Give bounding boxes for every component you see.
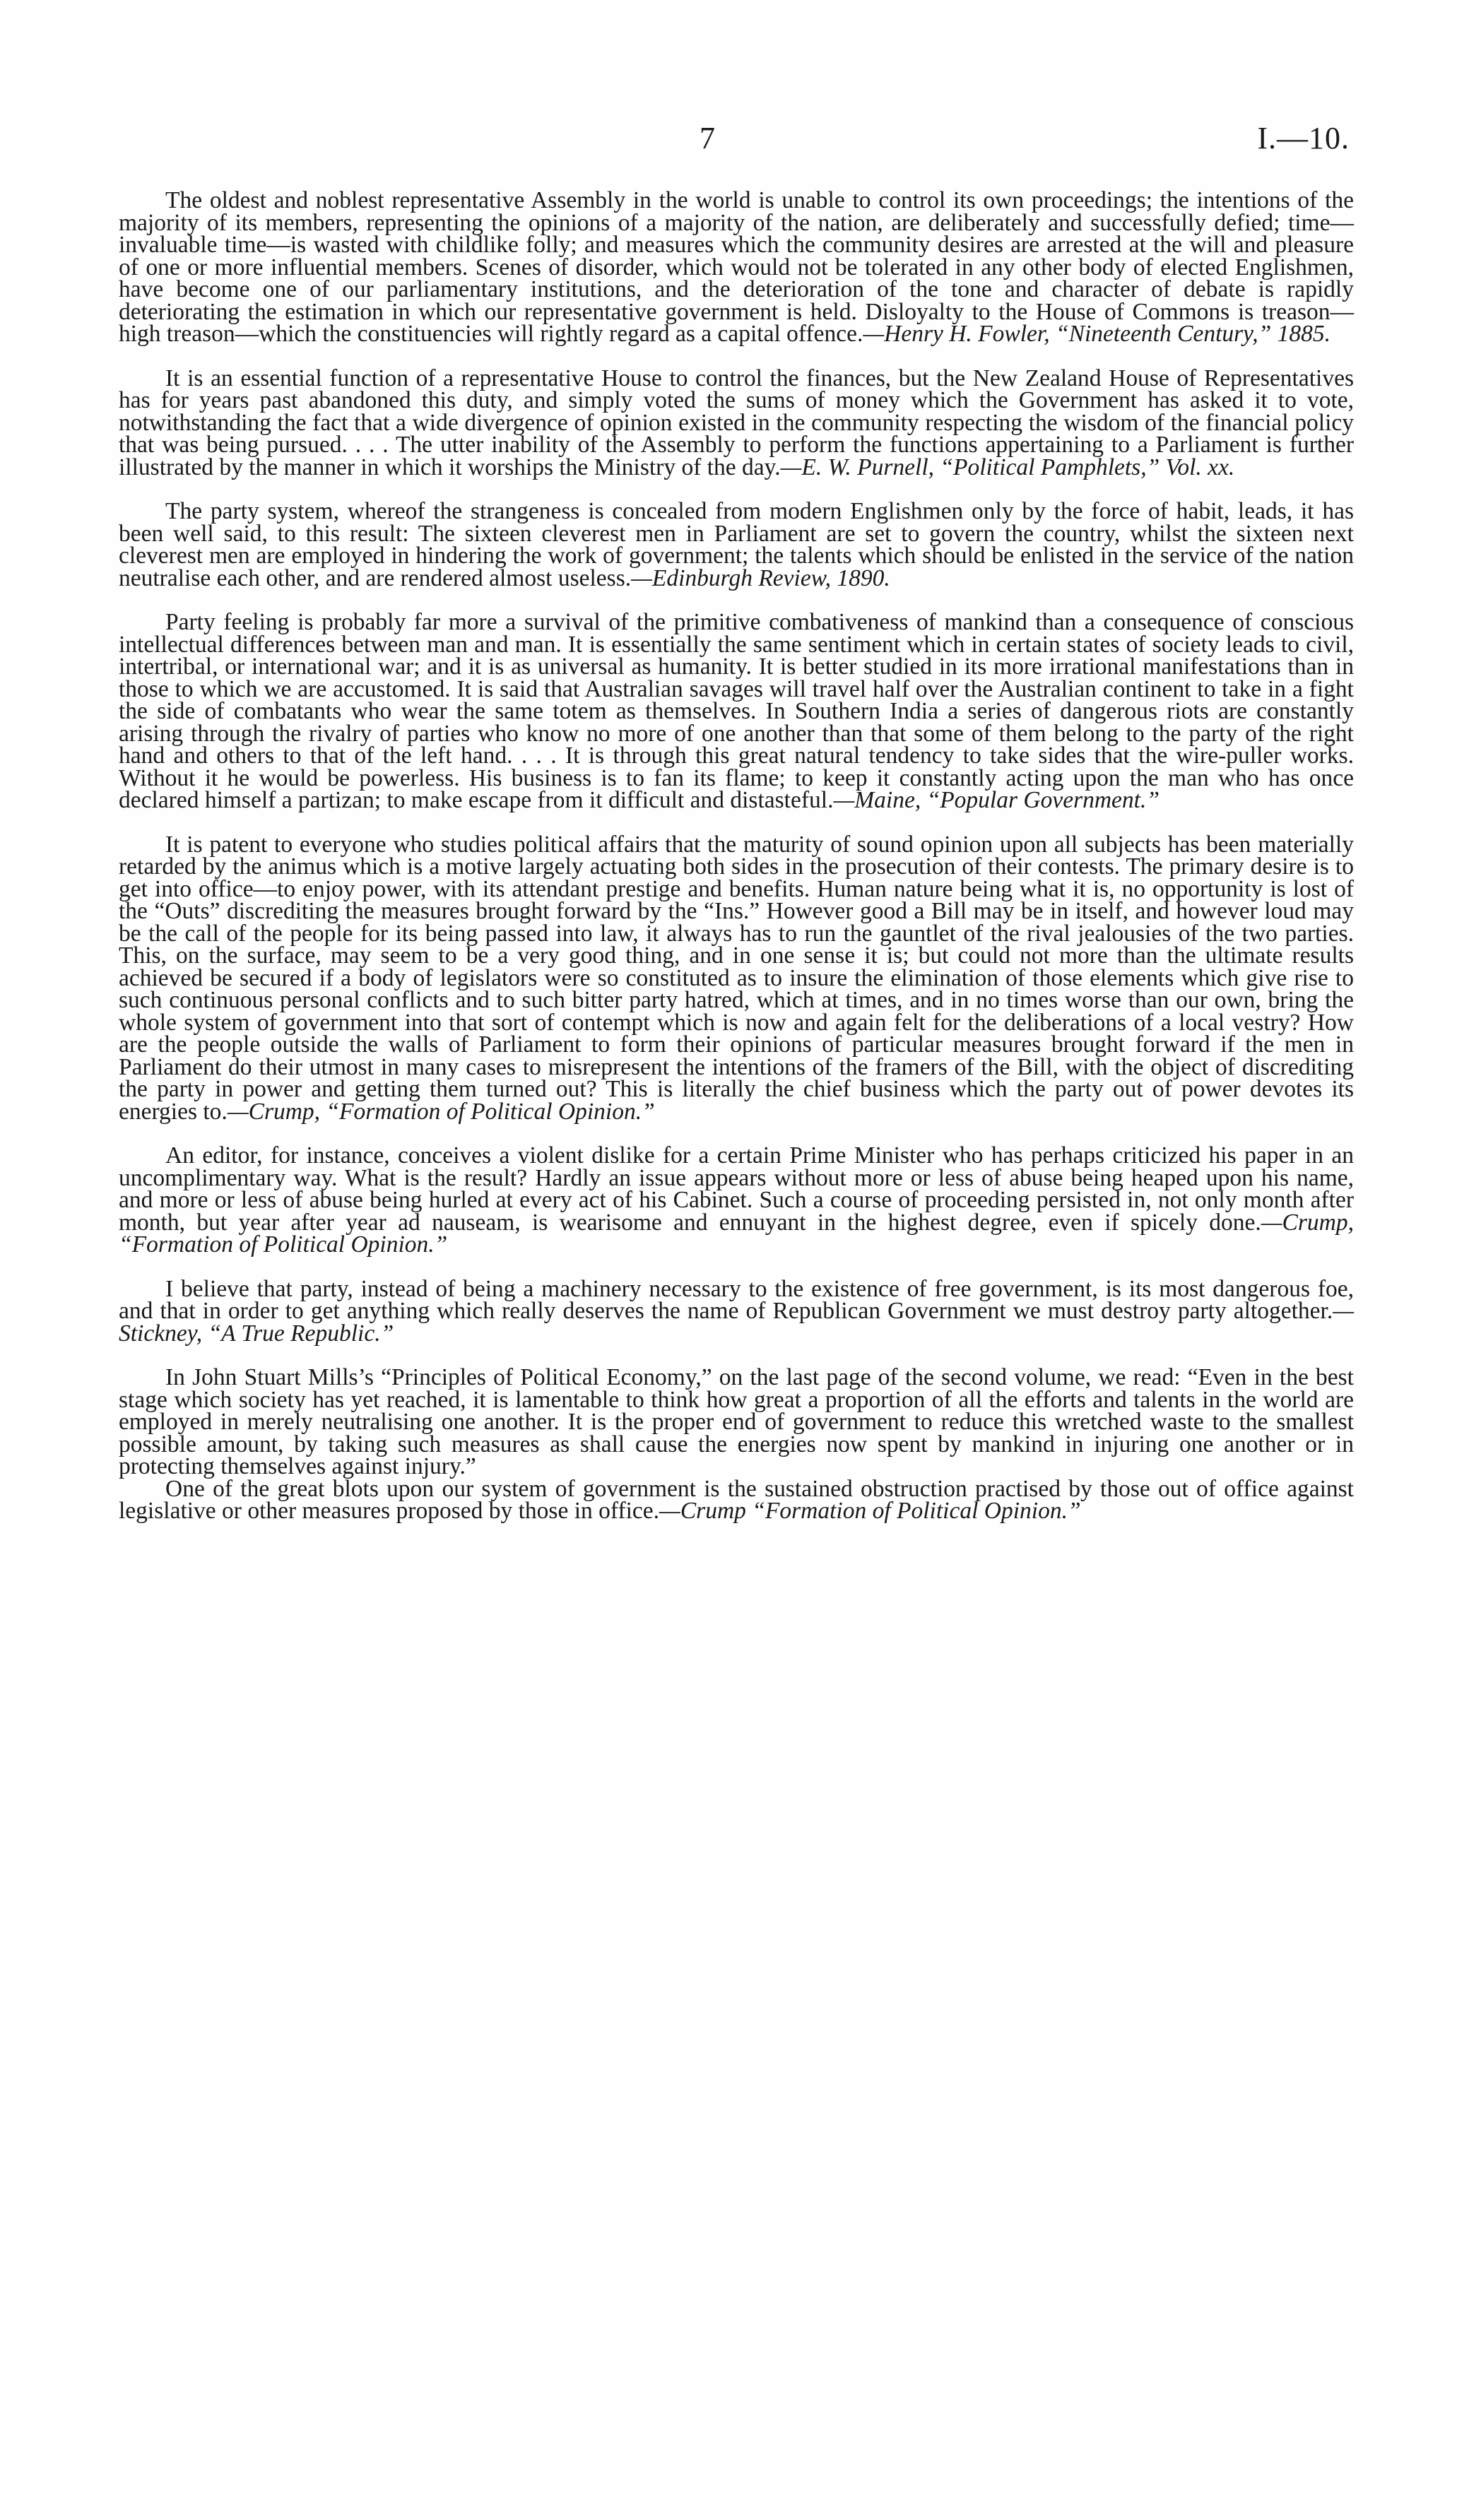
document-reference: I.—10. xyxy=(1257,121,1350,155)
citation: —Stickney, “A True Republic.” xyxy=(119,1298,1354,1347)
citation: —Henry H. Fowler, “Nineteenth Century,” 1885. xyxy=(863,321,1331,347)
citation: —E. W. Purnell, “Political Pamphlets,” Vol. xx. xyxy=(780,454,1235,480)
citation: —Edinburgh Review, 1890. xyxy=(631,564,890,591)
paragraph-crump-2 xyxy=(119,1144,1354,1256)
paragraph-text: It is an essential function of a representative House to control the finances, but the New Zealand House of Representatives has for years past abandoned this duty, and simply voted the sums of money which the Government has asked it to vote, notwithstanding the fact that a wide divergence of opinion existed in the community respecting the wisdom of the financial policy that was being pursued. . . . The utter inability of the Assembly to perform the functions appertaining to a Parliament is further illustrated by the manner in which it worships the Ministry of the day. xyxy=(119,365,1354,480)
paragraph-text: The party system, whereof the strangeness is concealed from modern Englishmen only by the force of habit, leads, it has been well said, to this result: The sixteen cleverest men in Parliament are set to govern the country, whilst the sixteen next cleverest men are employed in hindering the work of government; the talents which should be enlisted in the service of the nation neutralise each other, and are rendered almost useless. xyxy=(119,498,1354,591)
citation: —Crump, “Formation of Political Opinion.” xyxy=(119,1209,1354,1258)
paragraph-purnell xyxy=(119,367,1354,479)
paragraph-text: One of the great blots upon our system of government is the sustained obstruction practised by those out of office against legislative or other measures proposed by those in office. xyxy=(119,1475,1354,1524)
paragraph-maine xyxy=(119,611,1354,812)
citation: —Crump, “Formation of Political Opinion.” xyxy=(227,1098,655,1125)
paragraph-fowler xyxy=(119,189,1354,345)
paragraph-edinburgh-review xyxy=(119,500,1354,589)
paragraph-text: Party feeling is probably far more a survival of the primitive combativeness of mankind than a consequence of conscious intellectual differences between man and man. It is essentially the same sentiment which in certain states of society leads to civil, intertribal, or international war; and it is as universal as humanity. It is better studied in its more irrational manifestations than in those to which we are accustomed. It is said that Australian savages will travel half over the Australian continent to take in a fight the side of combatants who wear the same totem as themselves. In Southern India a series of dangerous riots are constantly arising through the rivalry of parties who know no more of one another than that some of them belong to the party of the right hand and others to that of the left hand. . . . It is through this great natural tendency to take sides that the wire-puller works. Without it he would be powerless. His business is to fan its flame; to keep it constantly acting upon the man who has once declared himself a partizan; to make escape from it difficult and distasteful. xyxy=(119,609,1354,813)
paragraph-crump-3 xyxy=(119,1475,1354,1524)
paragraph-mill xyxy=(119,1366,1354,1478)
paragraph-text: It is patent to everyone who studies political affairs that the maturity of sound opinion upon all subjects has been materially retarded by the animus which is a motive largely actuating both sides in the prosecution of their contests. The primary desire is to get into office—to enjoy power, with its attendant prestige and benefits. Human nature being what it is, no opportunity is lost of the “Outs” discrediting the measures brought forward by the “Ins.” However good a Bill may be in itself, and however loud may be the call of the people for its being passed into law, it always has to run the gauntlet of the rival jealousies of the two parties. This, on the surface, may seem to be a very good thing, and in one sense it is; but could not more than the ultimate results achieved be secured if a body of legislators were so constituted as to insure the elimination of those elements which give rise to such continuous personal conflicts and to such bitter party hatred, which at times, and in no times worse than our own, bring the whole system of government into that sort of contempt which is now and again felt for the deliberations of a local vestry? How are the people outside the walls of Parliament to form their opinions of particular measures brought forward if the men in Parliament do their utmost in many cases to misrepresent the intentions of the framers of the Bill, with the object of discrediting the party in power and getting them turned out? This is literally the chief business which the party out of power devotes its energies to. xyxy=(119,831,1354,1125)
paragraph-text: An editor, for instance, conceives a violent dislike for a certain Prime Minister who has perhaps criticized his paper in an uncomplimentary way. What is the result? Hardly an issue appears without more or less of abuse being heaped upon his name, and more or less of abuse being hurled at every act of his Cabinet. Such a course of proceeding persisted in, not only month after month, but year after year ad nauseam, is wearisome and ennuyant in the highest degree, even if spicely done. xyxy=(119,1142,1354,1236)
paragraph-crump-1 xyxy=(119,831,1354,1125)
citation: —Maine, “Popular Government.” xyxy=(833,787,1160,813)
page-number: 7 xyxy=(700,121,715,155)
citation: —Crump “Formation of Political Opinion.” xyxy=(659,1498,1081,1524)
paragraph-text: In John Stuart Mills’s “Principles of Political Economy,” on the last page of the second volume, we read: “Even in the best stage which society has yet reached, it is lamentable to think how great a proportion of all the efforts and talents in the world are employed in merely neutralising one another. It is the proper end of government to reduce this wretched waste to the smallest possible amount, by taking such measures as shall cause the energies now spent by mankind in injuring one another or in protecting themselves against injury.” xyxy=(119,1364,1354,1479)
page-header xyxy=(106,120,1350,162)
paragraph-text: I believe that party, instead of being a machinery necessary to the existence of free government, is its most dangerous foe, and that in order to get anything which really deserves the name of Republican Government we must destroy party altogether. xyxy=(119,1275,1354,1324)
body-text xyxy=(119,189,1354,1544)
paragraph-text: The oldest and noblest representative Assembly in the world is unable to control its own proceedings; the intentions of the majority of its members, representing the opinions of a majority of the nation, are deliberately and successfully defied; time—invaluable time—is wasted with childlike folly; and measures which the community desires are arrested at the will and pleasure of one or more influential members. Scenes of disorder, which would not be tolerated in any other body of elected Englishmen, have become one of our parliamentary institutions, and the deterioration of the tone and character of debate is rapidly deteriorating the estimation in which our representative government is held. Disloyalty to the House of Commons is treason—high treason—which the constituencies will rightly regard as a capital offence. xyxy=(119,187,1354,347)
paragraph-stickney xyxy=(119,1275,1354,1347)
